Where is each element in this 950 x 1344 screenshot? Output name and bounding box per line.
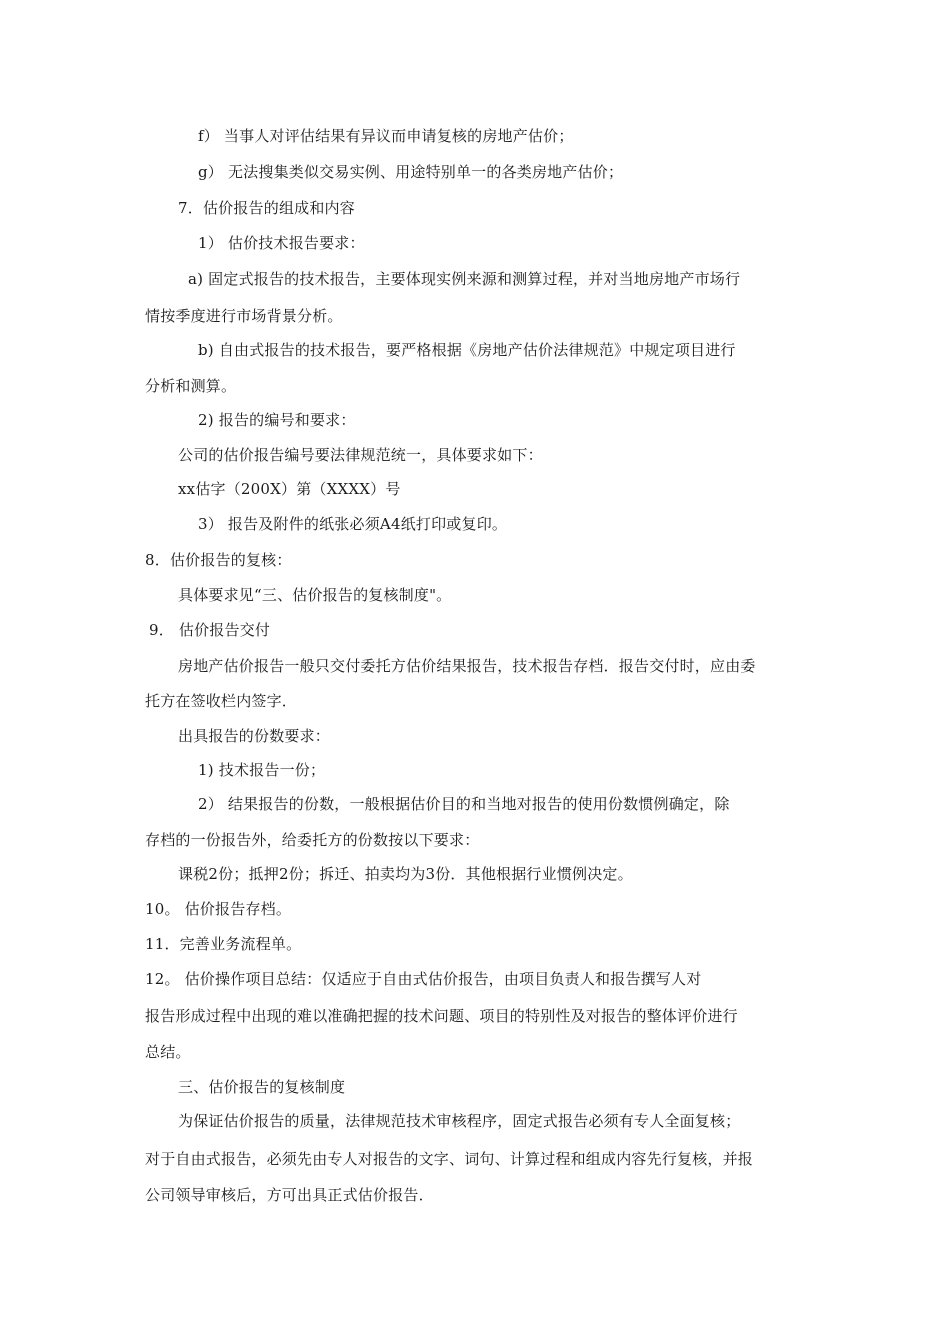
text-line: b) 自由式报告的技术报告，要严格根据《房地产估价法律规范》中规定项目进行 bbox=[198, 341, 736, 359]
text-line: 情按季度进行市场背景分析。 bbox=[145, 307, 343, 325]
section-heading: 三、估价报告的复核制度 bbox=[178, 1078, 346, 1096]
text-line: xx估字（200X）第（XXXX）号 bbox=[178, 480, 401, 498]
text-line: 公司领导审核后，方可出具正式估价报告． bbox=[145, 1186, 434, 1204]
text-line: a) 固定式报告的技术报告，主要体现实例来源和测算过程，并对当地房地产市场行 bbox=[188, 270, 741, 288]
text-line: 1) 技术报告一份； bbox=[198, 761, 326, 779]
section-heading: 7．估价报告的组成和内容 bbox=[178, 199, 355, 217]
text-line: 对于自由式报告，必须先由专人对报告的文字、词句、计算过程和组成内容先行复核，并报 bbox=[145, 1150, 754, 1168]
text-line: 2） 结果报告的份数，一般根据估价目的和当地对报告的使用份数惯例确定，除 bbox=[198, 795, 730, 813]
text-line: 为保证估价报告的质量，法律规范技术审核程序，固定式报告必须有专人全面复核； bbox=[178, 1112, 741, 1130]
text-line: 托方在签收栏内签字． bbox=[145, 692, 298, 710]
section-heading: 8．估价报告的复核： bbox=[145, 551, 292, 569]
text-line: 1） 估价技术报告要求： bbox=[198, 234, 365, 252]
text-line: 3） 报告及附件的纸张必须A4纸打印或复印。 bbox=[198, 515, 508, 533]
section-heading: 10。 估价报告存档。 bbox=[145, 900, 292, 918]
text-line: 分析和测算。 bbox=[145, 377, 237, 395]
section-heading: 12。 估价操作项目总结：仅适应于自由式估价报告，由项目负责人和报告撰写人对 bbox=[145, 970, 702, 988]
text-line: 存档的一份报告外，给委托方的份数按以下要求： bbox=[145, 831, 480, 849]
text-line: 课税2份；抵押2份；拆迁、拍卖均为3份．其他根据行业惯例决定。 bbox=[178, 865, 633, 883]
text-line: 总结。 bbox=[145, 1043, 191, 1061]
text-line: 2) 报告的编号和要求： bbox=[198, 411, 356, 429]
text-line: 报告形成过程中出现的难以准确把握的技术问题、项目的特别性及对报告的整体评价进行 bbox=[145, 1007, 738, 1025]
text-line: g） 无法搜集类似交易实例、用途特别单一的各类房地产估价； bbox=[198, 163, 624, 181]
text-line: 具体要求见“三、估价报告的复核制度"。 bbox=[178, 586, 452, 604]
section-heading: 11．完善业务流程单。 bbox=[145, 935, 302, 953]
section-heading: 9． 估价报告交付 bbox=[149, 621, 271, 639]
text-line: 公司的估价报告编号要法律规范统一，具体要求如下： bbox=[178, 446, 543, 464]
text-line: 出具报告的份数要求： bbox=[178, 727, 331, 745]
text-line: f） 当事人对评估结果有异议而申请复核的房地产估价； bbox=[198, 127, 574, 145]
text-line: 房地产估价报告一般只交付委托方估价结果报告，技术报告存档．报告交付时，应由委 bbox=[178, 657, 756, 675]
